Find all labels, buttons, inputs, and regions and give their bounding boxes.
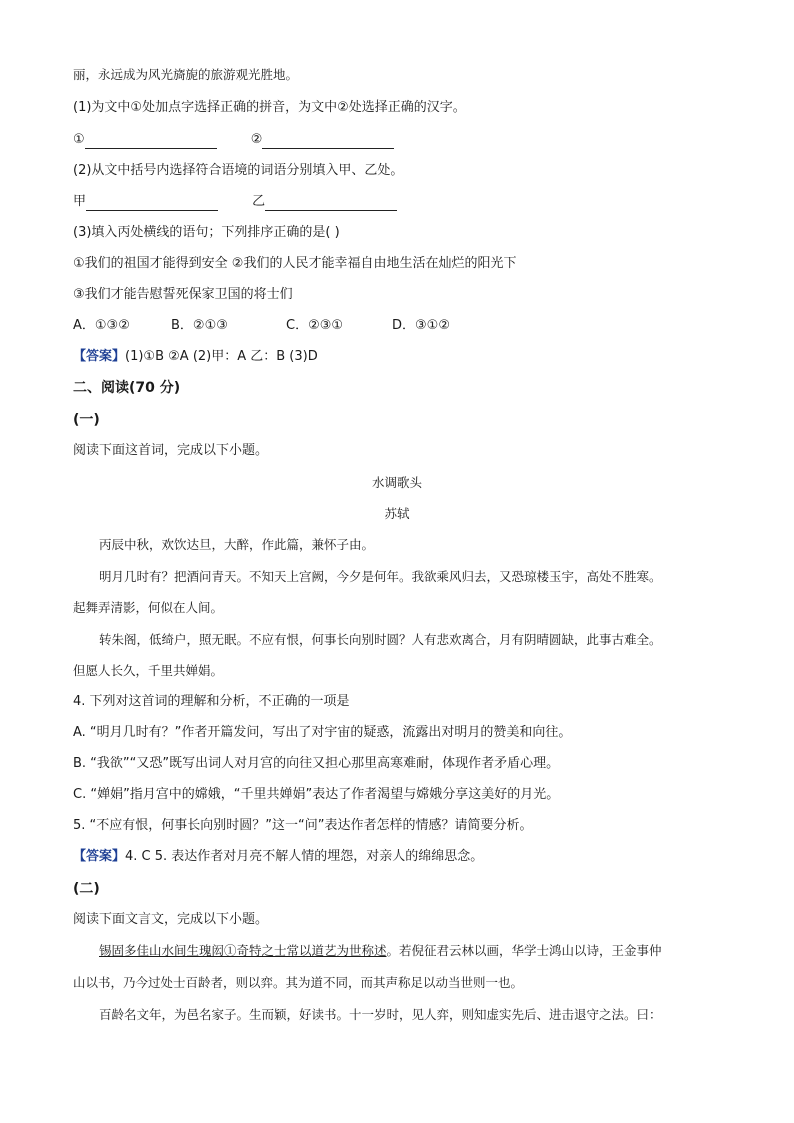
question-4-option-b: B. “我欲”“又恐”既写出词人对月宫的向往又担心那里高寒难耐，体现作者矛盾心理。 (73, 756, 560, 771)
prose-line-2: 山以书，乃今过处士百龄者，则以弈。其为道不同，而其声称足以动当世则一也。 (73, 975, 524, 990)
answer-blank (265, 196, 397, 211)
question-3-choices (73, 317, 450, 335)
poem-line-2: 起舞弄清影，何似在人间。 (73, 600, 224, 615)
question-2: (2)从文中括号内选择符合语境的词语分别填入甲、乙处。 (73, 163, 404, 178)
section-title: 二、阅读(70 分) (73, 380, 181, 396)
choice-b: B．②①③ (171, 318, 228, 333)
poem-author: 苏轼 (384, 506, 410, 521)
prose-line-1 (99, 942, 662, 960)
question-4-option-c: C. “婵娟”指月宫中的嫦娥，“千里共婵娟”表达了作者渴望与嫦娥分享这美好的月光。 (73, 787, 560, 802)
question-2-blanks (73, 193, 401, 211)
poem-title: 水调歌头 (371, 475, 422, 490)
blank-label-yi: 乙 (252, 194, 266, 209)
part-1-title: (一) (73, 412, 100, 428)
poem-preface: 丙辰中秋，欢饮达旦，大醉，作此篇，兼怀子由。 (99, 537, 375, 552)
poem-line-1: 明月几时有？把酒问青天。不知天上宫阙，今夕是何年。我欲乘风归去，又恐琼楼玉宇，高处不胜寒。 (99, 569, 662, 584)
answer-blank (262, 134, 394, 149)
answer-blank (86, 196, 218, 211)
question-3-options-line2: ③我们才能告慰誓死保家卫国的将士们 (73, 287, 293, 302)
question-4: 4. 下列对这首词的理解和分析，不正确的一项是 (73, 694, 350, 709)
blank-label-jia: 甲 (73, 194, 87, 209)
blank-label-2: ② (250, 132, 263, 147)
question-1-blanks (73, 131, 398, 149)
poem-line-4: 但愿人长久，千里共婵娟。 (73, 663, 224, 678)
answer-tag: 【答案】 (73, 849, 126, 864)
part-2-instruction: 阅读下面文言文，完成以下小题。 (73, 912, 269, 927)
intro-line: 丽，永远成为风光旖旎的旅游观光胜地。 (73, 67, 299, 82)
prose-underlined-sentence: 锡固多佳山水间生瑰闳①奇特之士常以道艺为世称述 (99, 943, 387, 958)
blank-label-1: ① (73, 132, 85, 147)
question-4-option-a: A. “明月几时有？”作者开篇发问，写出了对宇宙的疑惑，流露出对明月的赞美和向往。 (73, 725, 572, 740)
question-3-options-line1: ①我们的祖国才能得到安全 ②我们的人民才能幸福自由地生活在灿烂的阳光下 (73, 256, 517, 271)
prose-line-1-rest: 。若倪征君云林以画，华学士鸿山以诗，王金事仲 (386, 943, 662, 958)
question-5: 5. “不应有恨，何事长向别时圆？”这一“问”表达作者怎样的情感？请简要分析。 (73, 818, 533, 833)
answer-text: (1)①B ②A (2)甲：A 乙：B (3)D (125, 349, 318, 364)
answer-text: 4. C 5. 表达作者对月亮不解人情的埋怨，对亲人的绵绵思念。 (125, 849, 484, 864)
poem-line-3: 转朱阁，低绮户，照无眠。不应有恨，何事长向别时圆？人有悲欢离合，月有阴晴圆缺，此事古难全。 (99, 632, 662, 647)
answer-blank (85, 134, 217, 149)
prose-line-3: 百龄名文年，为邑名家子。生而颖，好读书。十一岁时，见人弈，则知虚实先后、进击退守之法。曰： (99, 1007, 662, 1022)
question-3: (3)填入丙处横线的语句；下列排序正确的是( ) (73, 225, 340, 240)
choice-a: A．①③② (73, 318, 130, 333)
answer-2 (73, 848, 483, 866)
choice-d: D．③①② (392, 318, 450, 333)
answer-tag: 【答案】 (73, 349, 126, 364)
part-2-title: (二) (73, 881, 100, 897)
answer-1 (73, 348, 318, 366)
part-1-instruction: 阅读下面这首词，完成以下小题。 (73, 443, 269, 458)
question-1: (1)为文中①处加点字选择正确的拼音，为文中②处选择正确的汉字。 (73, 100, 466, 115)
choice-c: C．②③① (286, 318, 344, 333)
